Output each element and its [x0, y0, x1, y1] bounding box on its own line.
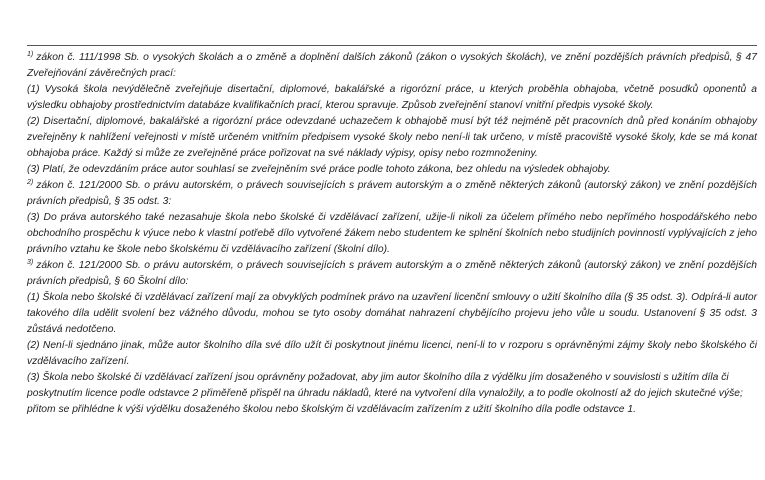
- footnote-1: [27, 50, 757, 82]
- footnote-mark: 3): [27, 259, 34, 266]
- footnote-2: [27, 178, 757, 210]
- footnote-paragraph: [27, 370, 757, 418]
- footnote-paragraph: [27, 338, 757, 370]
- paragraph-text: (1) Škola nebo školské či vzdělávací zařízení mají za obvyklých podmínek právo na uzavření licenční smlouvy o užití školního díla (§ 35 odst. 3). Odpírá-li autor takového díla udělit svolení bez vážného důvodu, mohou se tyto osoby domáhat nahrazení chybějícího projevu jeho vůle u soudu. Ustanovení § 35 odst. 3 zůstává nedotčeno.: [27, 292, 757, 335]
- footnote-paragraph: [27, 290, 757, 338]
- paragraph-text: (2) Není-li sjednáno jinak, může autor školního díla své dílo užít či poskytnout jinému licenci, není-li to v rozporu s oprávněnými zájmy školy nebo školského či vzdělávacího zařízení.: [27, 340, 757, 367]
- paragraph-text: (3) Škola nebo školské či vzdělávací zařízení jsou oprávněny požadovat, aby jim autor školního díla z výdělku jím dosaženého v souvislosti s užitím díla či poskytnutím licence podle odstavce 2 přiměřeně přispěl na úhradu nákladů, které na vytvoření díla vynaložily, a to podle okolností až do jejich skutečné výše; přitom se přihlédne k výši výdělku dosaženého školou nebo školským či vzdělávacím zařízením z užití školního díla podle odstavce 1.: [27, 372, 743, 415]
- footnote-paragraph: [27, 162, 757, 178]
- footnotes: [27, 50, 757, 418]
- footnote-mark: 2): [27, 179, 34, 186]
- footnote-text: zákon č. 121/2000 Sb. o právu autorském, o právech souvisejících s právem autorským a o změně některých zákonů (autorský zákon) ve znění pozdějších právních předpisů, § 35 odst. 3:: [27, 180, 757, 207]
- footnote-text: zákon č. 121/2000 Sb. o právu autorském, o právech souvisejících s právem autorským a o změně některých zákonů (autorský zákon) ve znění pozdějších právních předpisů, § 60 Školní dílo:: [27, 260, 757, 287]
- footnote-3: [27, 258, 757, 290]
- paragraph-text: (3) Do práva autorského také nezasahuje škola nebo školské či vzdělávací zařízení, užije-li nikoli za účelem přímého nebo nepřímého hospodářského nebo obchodního prospěchu k výuce nebo k vlastní potřebě dílo vytvořené žákem nebo studentem ke splnění školních nebo studijních povinností vyplývajících z jeho právního vztahu ke škole nebo školskému či vzdělávacího zařízení (školní dílo).: [27, 212, 757, 255]
- paragraph-text: (2) Disertační, diplomové, bakalářské a rigorózní práce odevzdané uchazečem k obhajobě musí být též nejméně pět pracovních dnů před konáním obhajoby zveřejněny k nahlížení veřejnosti v místě určeném vnitřním předpisem vysoké školy nebo není-li tak určeno, v místě pracoviště vysoké školy, kde se má konat obhajoba práce. Každý si může ze zveřejněné práce pořizovat na své náklady výpisy, opisy nebo rozmnoženiny.: [27, 116, 757, 159]
- footnote-paragraph: [27, 210, 757, 258]
- paragraph-text: (3) Platí, že odevzdáním práce autor souhlasí se zveřejněním své práce podle tohoto zákona, bez ohledu na výsledek obhajoby.: [27, 164, 611, 175]
- footnote-text: zákon č. 111/1998 Sb. o vysokých školách a o změně a doplnění dalších zákonů (zákon o vysokých školách), ve znění pozdějších právních předpisů, § 47 Zveřejňování závěrečných prací:: [27, 52, 757, 79]
- footnote-paragraph: [27, 114, 757, 162]
- paragraph-text: (1) Vysoká škola nevýdělečně zveřejňuje disertační, diplomové, bakalářské a rigorózní práce, u kterých proběhla obhajoba, včetně posudků oponentů a výsledku obhajoby prostřednictvím databáze kvalifikačních prací, kterou spravuje. Způsob zveřejnění stanoví vnitřní předpis vysoké školy.: [27, 84, 757, 111]
- footnote-paragraph: [27, 82, 757, 114]
- footnote-mark: 1): [27, 51, 34, 58]
- footnote-separator: [27, 45, 757, 46]
